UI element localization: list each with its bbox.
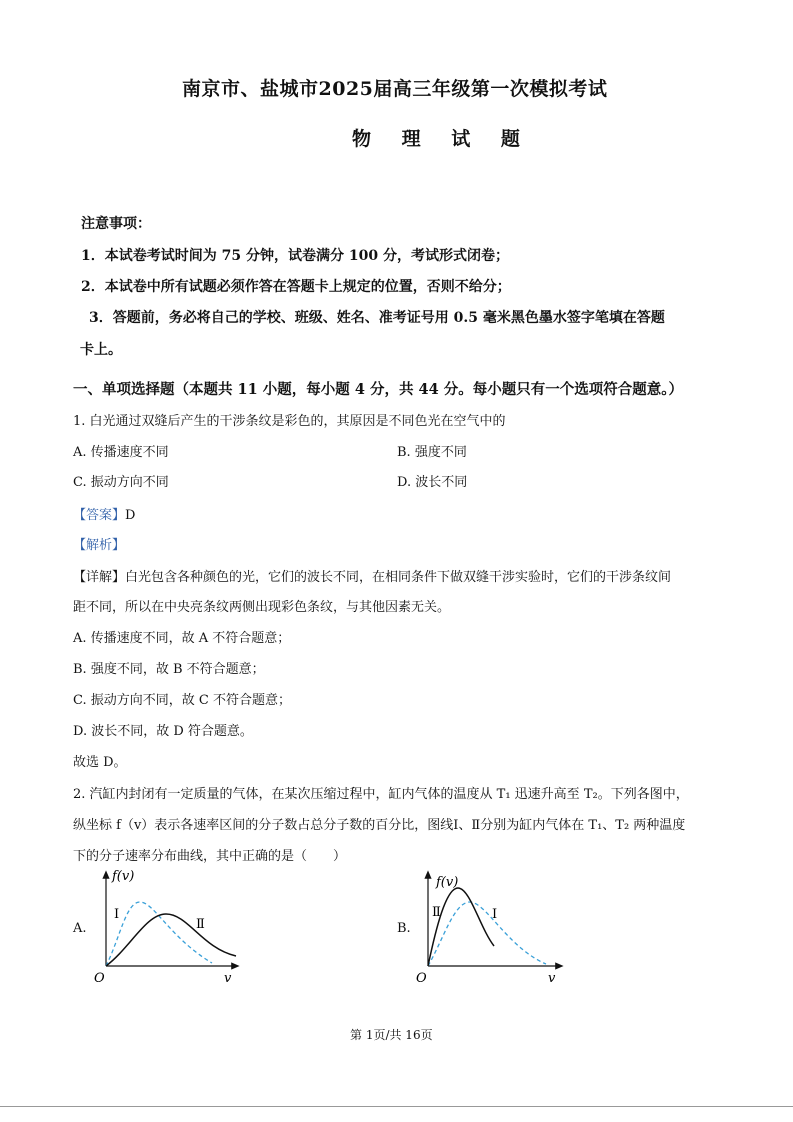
answer-tag: 【答案】 — [73, 508, 126, 523]
graph-a-y-label: f(v) — [112, 869, 135, 884]
graph-a-origin: O — [94, 971, 105, 986]
q1-reason-b: B. 强度不同，故 B 不符合题意； — [73, 662, 265, 677]
page-bottom-rule — [0, 1106, 793, 1107]
q1-reason-a: A. 传播速度不同，故 A 不符合题意； — [73, 631, 291, 646]
graph-a-curve2-label: Ⅱ — [196, 917, 205, 932]
graph-b-curve1-label: Ⅱ — [432, 905, 441, 920]
graph-a-label: A. — [73, 921, 87, 936]
graph-a-x-label: v — [224, 971, 232, 986]
answer-value: D — [125, 508, 136, 523]
notice-item-3-cont: 卡上。 — [80, 342, 122, 358]
q1-stem: 1. 白光通过双缝后产生的干涉条纹是彩色的，其原因是不同色光在空气中的 — [73, 414, 506, 429]
q2-stem-line1: 2. 汽缸内封闭有一定质量的气体，在某次压缩过程中，缸内气体的温度从 T₁ 迅速升高至 T₂。下列各图中， — [73, 787, 689, 802]
section-heading: 一、单项选择题（本题共 11 小题，每小题 4 分，共 44 分。每小题只有一个选项符合题意。） — [73, 381, 683, 398]
page-number: 第 1页/共 16页 — [350, 1028, 433, 1042]
detail-tag: 【详解】 — [73, 570, 126, 585]
graph-b-label: B. — [397, 921, 411, 936]
graph-b-origin: O — [416, 971, 427, 986]
q2-stem-line2: 纵坐标 f（v）表示各速率区间的分子数占总分子数的百分比，图线Ⅰ、Ⅱ分别为缸内气体在 T₁、T₂ 两种温度 — [73, 818, 686, 833]
q1-answer — [73, 504, 135, 523]
q1-detail-line2: 距不同，所以在中央亮条纹两侧出现彩色条纹，与其他因素无关。 — [73, 600, 451, 615]
graph-b — [414, 868, 574, 990]
notice-item-2: 2．本试卷中所有试题必须作答在答题卡上规定的位置，否则不给分； — [81, 279, 511, 295]
q1-detail-line1 — [73, 566, 671, 585]
q1-option-c: C. 振动方向不同 — [73, 475, 169, 490]
q1-reason-c: C. 振动方向不同，故 C 不符合题意； — [73, 693, 291, 708]
q2-stem-line3: 下的分子速率分布曲线，其中正确的是（ ） — [73, 849, 347, 864]
q1-option-a: A. 传播速度不同 — [73, 445, 169, 460]
notice-heading: 注意事项： — [81, 216, 151, 232]
graph-b-y-label: f(v) — [436, 875, 459, 890]
detail-text-1: 白光包含各种颜色的光，它们的波长不同，在相同条件下做双缝干涉实验时，它们的干涉条纹间 — [125, 570, 672, 585]
analysis-tag: 【解析】 — [73, 538, 126, 553]
graph-a-curve-dashed — [106, 902, 212, 966]
q1-reason-d: D. 波长不同，故 D 符合题意。 — [73, 724, 253, 739]
q1-option-d: D. 波长不同 — [397, 475, 468, 490]
q1-option-b: B. 强度不同 — [397, 445, 467, 460]
notice-item-1: 1．本试卷考试时间为 75 分钟，试卷满分 100 分，考试形式闭卷； — [81, 248, 509, 264]
exam-title: 南京市、盐城市2025届高三年级第一次模拟考试 — [182, 78, 608, 100]
graph-b-x-label: v — [548, 971, 556, 986]
graph-a — [90, 868, 250, 990]
graph-a-curve-solid — [106, 914, 236, 966]
graph-a-curve1-label: Ⅰ — [114, 907, 120, 922]
graph-b-curve-solid — [428, 888, 494, 966]
notice-item-3: 3．答题前，务必将自己的学校、班级、姓名、准考证号用 0.5 毫米黑色墨水签字笔填在答题 — [89, 310, 665, 326]
q1-conclusion: 故选 D。 — [73, 755, 127, 770]
exam-subtitle: 物 理 试 题 — [352, 128, 532, 150]
graph-b-curve2-label: Ⅰ — [492, 907, 498, 922]
